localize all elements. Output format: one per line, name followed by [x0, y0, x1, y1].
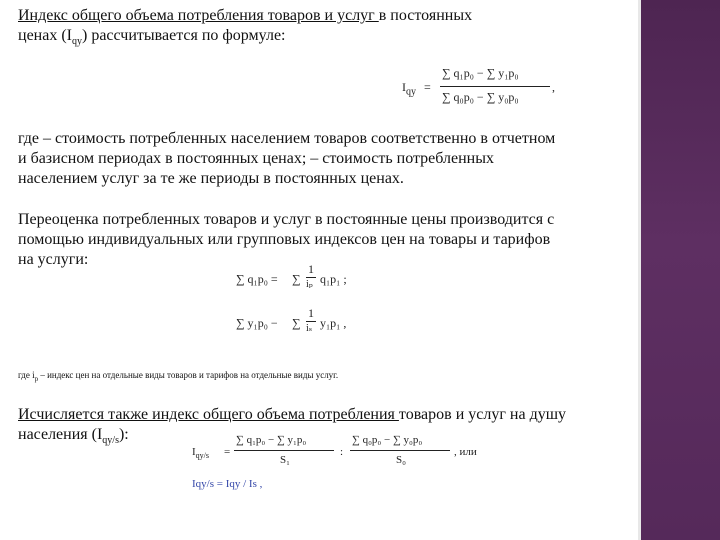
per-capita-line-2-pre: населения (I	[18, 426, 103, 443]
formula3-denominator: iₛ	[306, 323, 313, 334]
formula2-fraction-bar	[306, 277, 316, 278]
formula1-denominator: ∑ q₀p₀ − ∑ y₀p₀	[442, 90, 519, 104]
formula2-rhs: q₁p₁ ;	[320, 272, 347, 286]
definition-line-2: и базисном периодах в постоянных ценах; – стоимость потребленных	[18, 150, 494, 167]
per-capita-line-2-post: ):	[118, 426, 129, 443]
formula3-lhs: ∑ y₁p₀ −	[236, 316, 278, 330]
intro-underlined-text: Индекс общего объема потребления товаров и услуг	[18, 7, 379, 24]
formula-services-revaluation	[236, 306, 376, 342]
formula2-denominator: iₚ	[306, 279, 313, 290]
decorative-sidebar	[641, 0, 720, 540]
footnote-pre: где i	[18, 370, 35, 380]
formula2-sum: ∑	[292, 272, 301, 286]
footnote-post: – индекс цен на отдельные виды товаров и тарифов на отдельные виды услуг.	[38, 370, 339, 380]
formula1-lhs	[402, 80, 416, 97]
formula4-colon: :	[340, 446, 344, 458]
per-capita-line-2-sub: qy/s	[102, 435, 119, 447]
per-capita-line-1-rest: товаров и услуг на душу	[398, 406, 567, 423]
intro-line-2-post: ) рассчитывается по формуле:	[81, 27, 286, 44]
formula4-equals: =	[224, 446, 231, 458]
footnote-sub: p	[34, 374, 39, 383]
formula1-numerator: ∑ q₁p₀ − ∑ y₁p₀	[442, 66, 519, 80]
formula4-numerator-1: ∑ q₁p₀ − ∑ y₁p₀	[236, 434, 307, 446]
formula-per-capita-index	[192, 434, 492, 474]
intro-line-1	[18, 6, 472, 25]
formula1-lhs-sub: qy	[406, 86, 416, 98]
formula4-lhs-symbol: I	[192, 446, 196, 458]
per-capita-line-2	[18, 425, 129, 450]
formula3-sum: ∑	[292, 316, 301, 330]
formula2-numerator: 1	[308, 262, 314, 276]
formula4-denominator-2: S₀	[396, 454, 406, 466]
formula4-denominator-1: S₁	[280, 454, 290, 466]
formula4-fraction-bar-2	[350, 450, 450, 451]
footnote-price-index	[18, 370, 338, 385]
formula4-lhs	[192, 446, 209, 460]
definition-line-3: населением услуг за те же периоды в постоянных ценах.	[18, 170, 404, 187]
revaluation-line-1: Переоценка потребленных товаров и услуг в постоянные цены производится с	[18, 211, 555, 228]
formula-goods-revaluation	[236, 262, 376, 298]
formula1-lhs-symbol: I	[402, 80, 406, 94]
definition-line-1: где – стоимость потребленных населением товаров соответственно в отчетном	[18, 130, 556, 147]
formula3-numerator: 1	[308, 306, 314, 320]
formula-per-capita-ratio: Iqy/s = Iqy / Is ,	[192, 478, 263, 490]
formula2-lhs: ∑ q₁p₀ =	[236, 272, 278, 286]
intro-line-2-sub: qy	[71, 36, 82, 48]
formula1-tail: ,	[552, 80, 555, 94]
formula4-tail: , или	[454, 446, 477, 458]
revaluation-line-2: помощью индивидуальных или групповых индексов цен на товары и тарифов	[18, 231, 551, 248]
formula4-lhs-sub: qy/s	[195, 451, 210, 461]
formula1-fraction-bar	[440, 86, 550, 87]
formula-index-qy	[402, 66, 562, 110]
formula3-rhs: y₁p₁ ,	[320, 316, 347, 330]
formula1-equals: =	[424, 80, 431, 94]
intro-line-2	[18, 26, 285, 51]
intro-line-1-rest: в постоянных	[378, 7, 473, 24]
formula3-fraction-bar	[306, 321, 316, 322]
per-capita-underlined-text: Исчисляется также индекс общего объема потребления	[18, 406, 399, 423]
per-capita-line-1	[18, 405, 566, 424]
formula4-fraction-bar-1	[234, 450, 334, 451]
revaluation-line-3: на услуги:	[18, 251, 89, 268]
formula4-numerator-2: ∑ q₀p₀ − ∑ y₀p₀	[352, 434, 423, 446]
intro-line-2-pre: ценах (I	[18, 27, 72, 44]
